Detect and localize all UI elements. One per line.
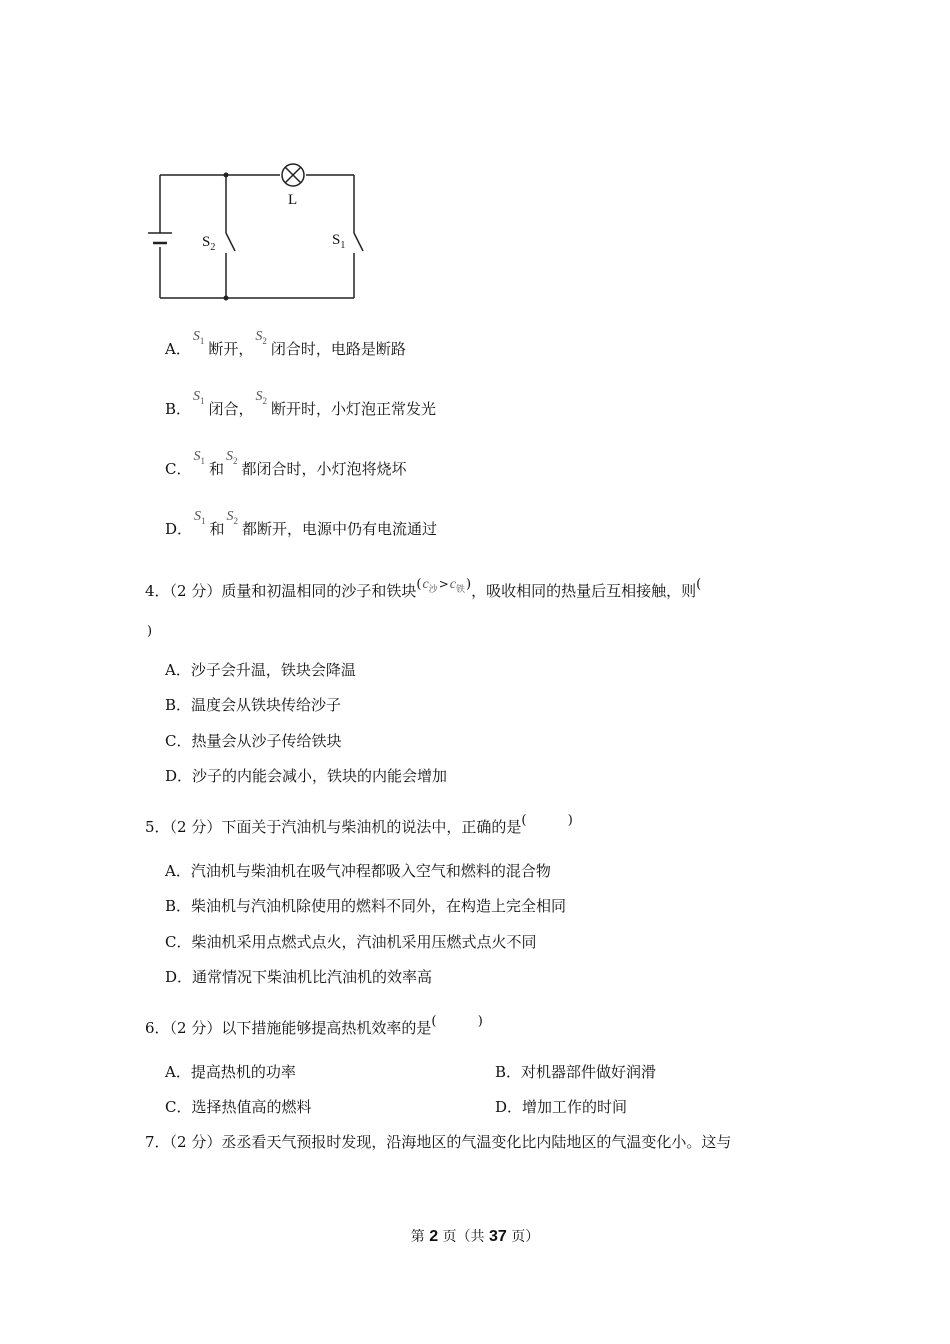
q6-option-b[interactable]: B．对机器部件做好润滑: [495, 1063, 657, 1081]
q3-option-b[interactable]: B．$S_1$ 闭合，$S_2$ 断开时，小灯泡正常发光: [165, 389, 437, 418]
page-footer: 第 2 页（共 37 页）: [410, 1228, 540, 1245]
q4-option-b[interactable]: B．温度会从铁块传给沙子: [165, 696, 342, 714]
q4-option-c[interactable]: C．热量会从沙子传给铁块: [165, 732, 342, 750]
q5-stem: 5．（2 分）下面关于汽油机与柴油机的说法中，正确的是( ): [145, 813, 573, 836]
q7-stem: 7．（2 分）丞丞看天气预报时发现，沿海地区的气温变化比内陆地区的气温变化小。这与: [145, 1133, 732, 1151]
q4-paren-close: ): [147, 624, 153, 639]
q6-option-c[interactable]: C．选择热值高的燃料: [165, 1098, 312, 1116]
q3-option-a[interactable]: A．$S_1$ 断开，$S_2$ 闭合时，电路是断路: [165, 329, 406, 358]
q4-option-a[interactable]: A．沙子会升温，铁块会降温: [165, 661, 356, 679]
lamp-label: L: [288, 192, 298, 208]
q4-option-d[interactable]: D．沙子的内能会减小，铁块的内能会增加: [165, 767, 448, 785]
q3-option-d[interactable]: D．$S_1$ 和$S_2$ 都断开，电源中仍有电流通过: [165, 509, 438, 538]
q6-option-d[interactable]: D．增加工作的时间: [495, 1098, 628, 1116]
switch-s1-label: $S_1$: [332, 232, 346, 251]
q6-option-a[interactable]: A．提高热机的功率: [165, 1063, 296, 1081]
q5-option-d[interactable]: D．通常情况下柴油机比汽油机的效率高: [165, 968, 433, 986]
q4-stem: 4．（2 分）质量和初温相同的沙子和铁块$(c_沙^>c_铁)$，吸收相同的热量后互相接触，则(: [145, 577, 702, 600]
switch-s2-label: $S_2$: [202, 234, 216, 253]
q5-option-c[interactable]: C．柴油机采用点燃式点火，汽油机采用压燃式点火不同: [165, 933, 537, 951]
q5-option-b[interactable]: B．柴油机与汽油机除使用的燃料不同外，在构造上完全相同: [165, 897, 567, 915]
q3-option-c[interactable]: C．$S_1$ 和$S_2$ 都闭合时，小灯泡将烧坏: [165, 449, 407, 478]
q5-option-a[interactable]: A．汽油机与柴油机在吸气冲程都吸入空气和燃料的混合物: [165, 862, 551, 880]
q6-stem: 6．（2 分）以下措施能够提高热机效率的是( ): [145, 1014, 483, 1037]
